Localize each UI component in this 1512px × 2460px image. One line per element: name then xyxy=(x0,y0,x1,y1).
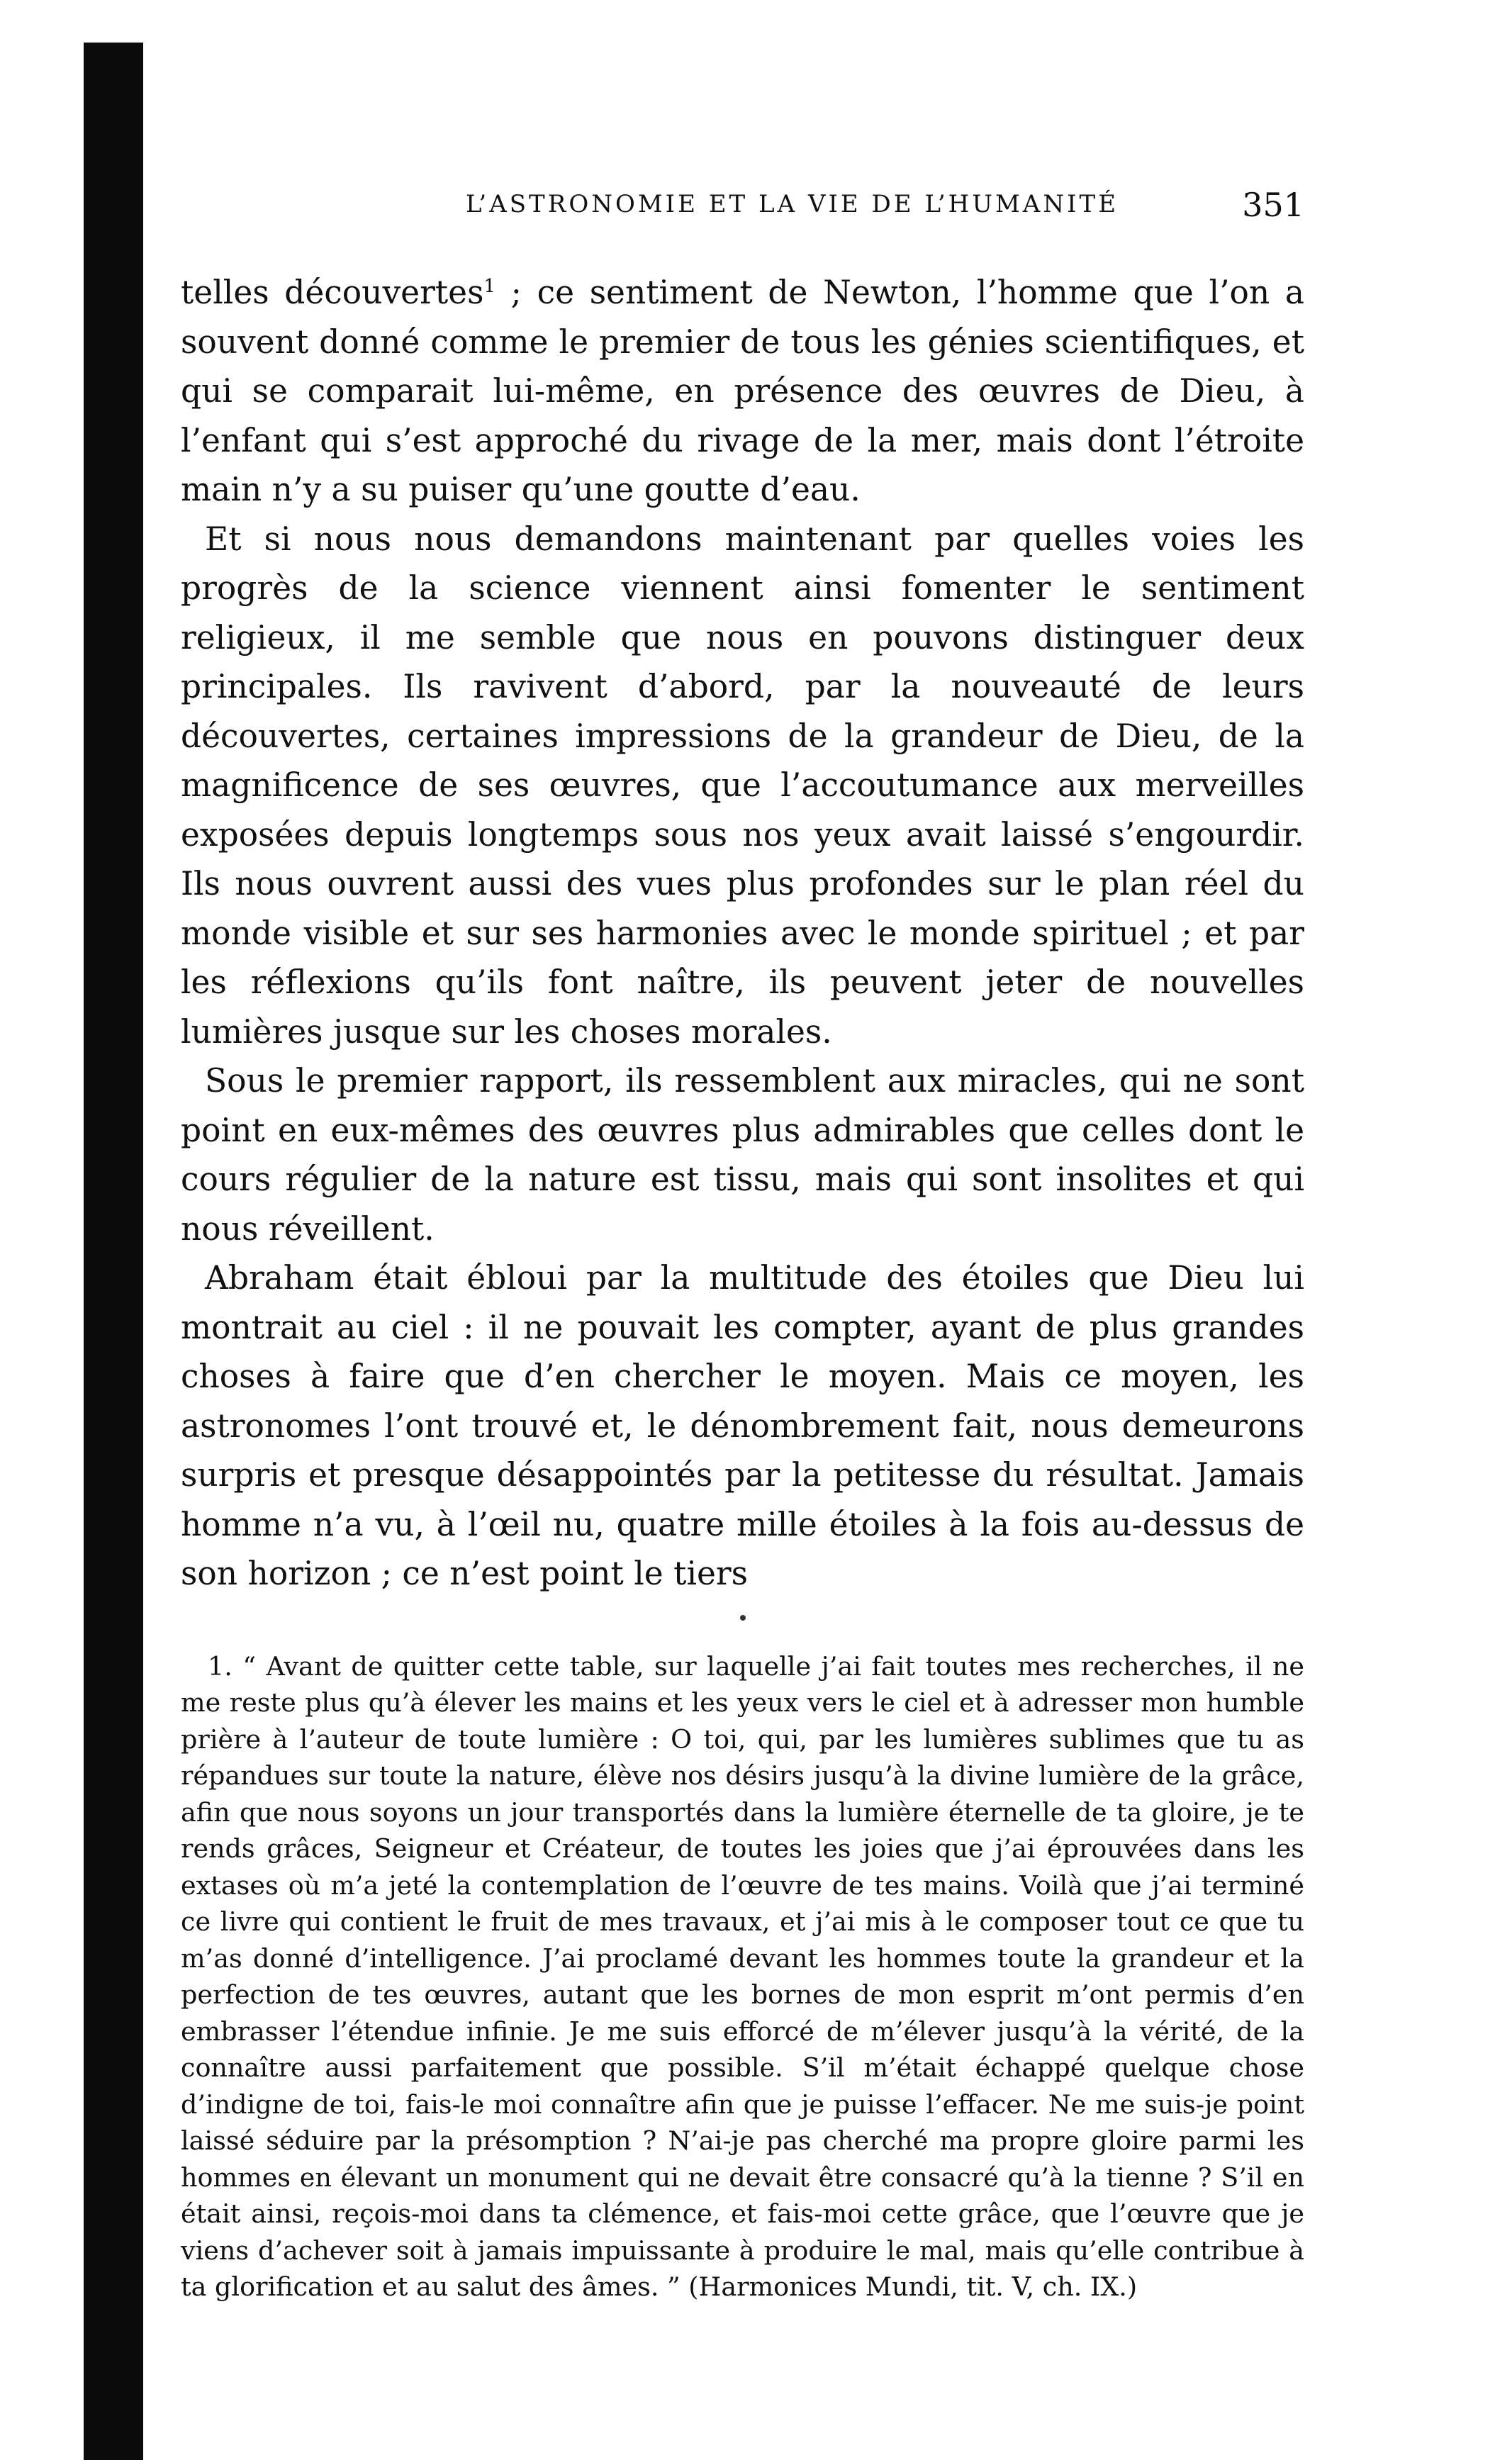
paragraph-2: Et si nous nous demandons maintenant par quelles voies les progrès de la science viennent ainsi fomenter le sentiment religieux, il me semble que nous en pouvons distinguer deux principales. Ils ravivent d’abord, par la nouveauté de leurs découvertes, certaines impressions de la grandeur de Dieu, de la magnificence de ses œuvres, que l’accoutumance aux merveilles exposées depuis longtemps sous nos yeux avait laissé s’engourdir. Ils nous ouvrent aussi des vues plus profondes sur le plan réel du monde visible et sur ses harmonies avec le monde spirituel ; et par les réflexions qu’ils font naître, ils peuvent jeter de nouvelles lumières jusque sur les choses morales. xyxy=(181,520,1304,1051)
running-head: L’ASTRONOMIE ET LA VIE DE L’HUMANITÉ xyxy=(465,190,1119,218)
paragraph-1-rest: ; ce sentiment de Newton, l’homme que l’on a souvent donné comme le premier de tous les génies scientifiques, et qui se comparait lui-même, en présence des œuvres de Dieu, à l’enfant qui s’est approché du rivage de la mer, mais dont l’étroite main n’y a su puiser qu’une goutte d’eau. xyxy=(181,274,1305,508)
footnote xyxy=(181,1648,1304,2305)
dot-icon xyxy=(739,1614,747,1622)
body-text xyxy=(181,268,1304,1599)
footnote-divider xyxy=(739,1611,747,1620)
footnote-text: 1. “ Avant de quitter cette table, sur laquelle j’ai fait toutes mes recherches, il ne me reste plus qu’à élever les mains et les yeux vers le ciel et à adresser mon humble prière à l’auteur de toute lumière : O toi, qui, par les lumières sublimes que tu as répandues sur toute la nature, élève nos désirs jusqu’à la divine lumière de la grâce, afin que nous soyons un jour transportés dans la lumière éternelle de ta gloire, je te rends grâces, Seigneur et Créateur, de toutes les joies que j’ai éprouvées dans les extases où m’a jeté la contemplation de l’œuvre de tes mains. Voilà que j’ai terminé ce livre qui contient le fruit de mes travaux, et j’ai mis à le composer tout ce que tu m’as donné d’intelligence. J’ai proclamé devant les hommes toute la grandeur et la perfection de tes œuvres, autant que les bornes de mon esprit m’ont permis d’en embrasser l’étendue infinie. Je me suis efforcé de m’élever jusqu’à la vérité, de la connaître aussi parfaitement que possible. S’il m’était échappé quelque chose d’indigne de toi, fais-le moi connaître afin que je puisse l’effacer. Ne me suis-je point laissé séduire par la présomption ? N’ai-je pas cherché ma propre gloire parmi les hommes en élevant un monument qui ne devait être consacré qu’à la tienne ? S’il en était ainsi, reçois-moi dans ta clémence, et fais-moi cette grâce, que l’œuvre que je viens d’achever soit à jamais impuissante à produire le mal, mais qu’elle contribue à ta glorification et au salut des âmes. ” (Harmonices Mundi, tit. V, ch. IX.) xyxy=(181,1650,1304,2302)
book-spine-shadow xyxy=(84,43,143,2460)
footnote-reference: 1 xyxy=(483,275,495,297)
page-number: 351 xyxy=(1242,186,1304,224)
paragraph-1 xyxy=(181,268,1304,515)
book-page xyxy=(181,186,1305,2305)
paragraph-4: Abraham était ébloui par la multitude des étoiles que Dieu lui montrait au ciel : il ne pouvait les compter, ayant de plus grandes choses à faire que d’en chercher le moyen. Mais ce moyen, les astronomes l’ont trouvé et, le dénombrement fait, nous demeurons surpris et presque désappointés par la petitesse du résultat. Jamais homme n’a vu, à l’œil nu, quatre mille étoiles à la fois au-dessus de son horizon ; ce n’est point le tiers xyxy=(181,1259,1304,1592)
paragraph-3: Sous le premier rapport, ils ressemblent aux miracles, qui ne sont point en eux-mêmes des œuvres plus admirables que celles dont le cours régulier de la nature est tissu, mais qui sont insolites et qui nous réveillent. xyxy=(181,1062,1304,1248)
page-header xyxy=(181,186,1304,240)
paragraph-1-start: telles découvertes xyxy=(181,274,484,311)
